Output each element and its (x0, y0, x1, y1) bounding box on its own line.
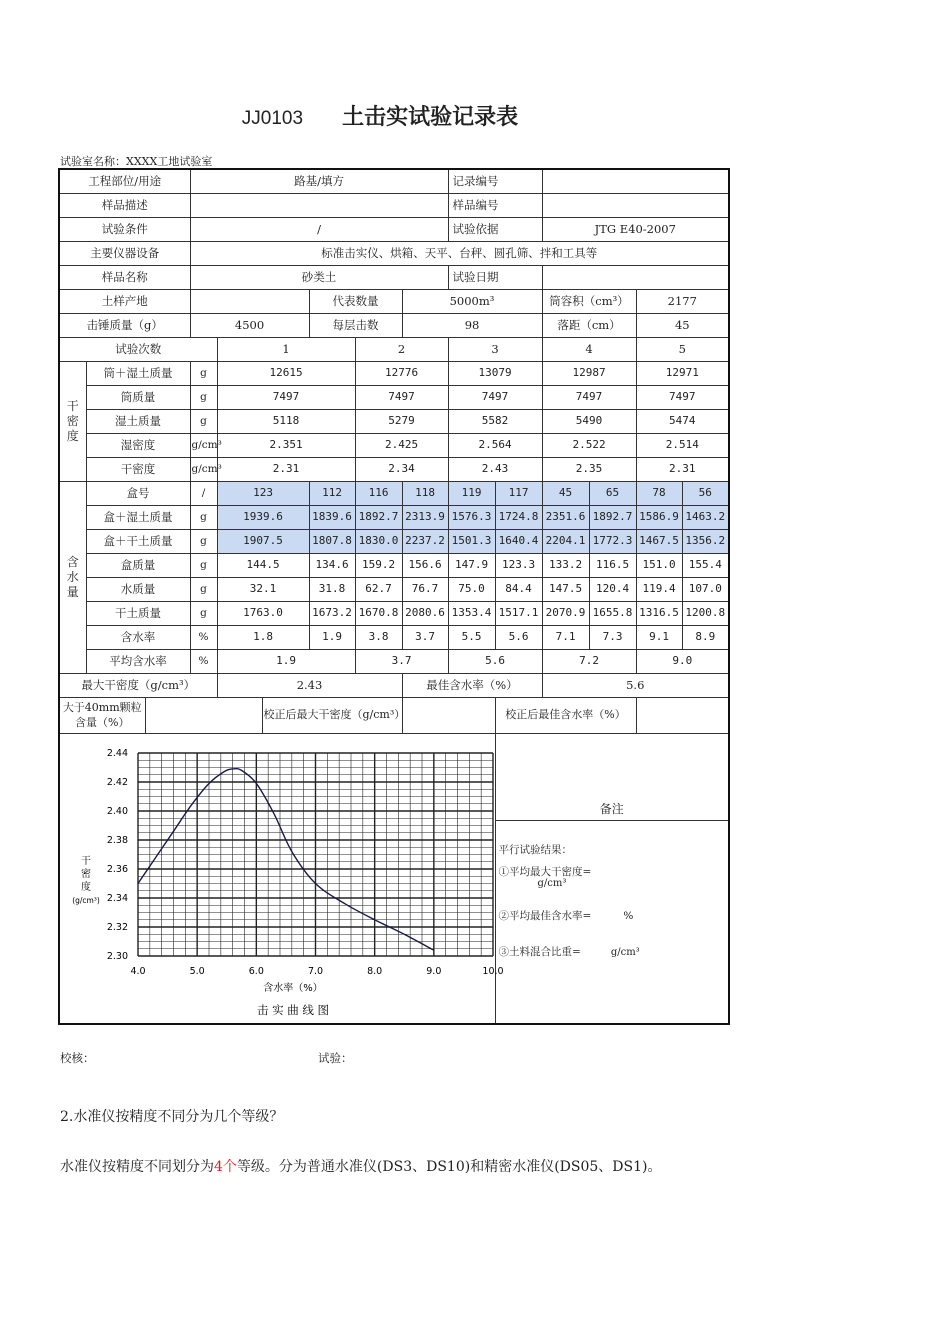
answer-before: 水准仪按精度不同划分为 (60, 1159, 214, 1175)
row-value: 151.0 (636, 554, 682, 578)
test-date-value (542, 266, 729, 290)
origin-label: 土样产地 (59, 290, 190, 314)
row-value: 119 (448, 482, 495, 506)
y-tick-label: 2.44 (106, 748, 128, 759)
row-value: 116 (355, 482, 402, 506)
row-label: 湿土质量 (86, 410, 190, 434)
max-dd-value: 2.43 (217, 674, 402, 698)
row-value: 1763.0 (217, 602, 309, 626)
row-label: 水质量 (86, 578, 190, 602)
row-value: 1655.8 (589, 602, 636, 626)
remarks-mix (496, 947, 729, 959)
row-value: 2.351 (217, 434, 355, 458)
compaction-chart (60, 734, 512, 1020)
lab-name: 试验室名称：XXXX工地试验室 (60, 155, 213, 168)
row-value: 1939.6 (217, 506, 309, 530)
row-unit: g (190, 578, 217, 602)
x-tick-label: 4.0 (130, 966, 146, 977)
row-value: 3.8 (355, 626, 402, 650)
moisture-row (59, 482, 729, 506)
row-value: 2.564 (448, 434, 542, 458)
row-value: 1907.5 (217, 530, 309, 554)
row-value: 116.5 (589, 554, 636, 578)
row-value: 3.7 (355, 650, 448, 674)
question: 2.水准仪按精度不同分为几个等级？ (60, 1109, 284, 1125)
row-value: 1467.5 (636, 530, 682, 554)
equipment-value: 标准击实仪、烘箱、天平、台秤、圆孔筛、拌和工具等 (190, 242, 729, 266)
row-value: 12615 (217, 362, 355, 386)
row-value: 7497 (217, 386, 355, 410)
cyl-vol-label: 筒容积（cm³） (542, 290, 636, 314)
row-value: 2204.1 (542, 530, 589, 554)
row-value: 1.8 (217, 626, 309, 650)
row-value: 156.6 (402, 554, 448, 578)
row-value: 147.5 (542, 578, 589, 602)
row-value: 7.1 (542, 626, 589, 650)
row-value: 1576.3 (448, 506, 495, 530)
basis-value: JTG E40-2007 (542, 218, 729, 242)
chart-title: 击 实 曲 线 图 (256, 1003, 330, 1017)
rep-qty-label: 代表数量 (309, 290, 402, 314)
row-value: 2.31 (636, 458, 729, 482)
y-tick-label: 2.34 (106, 893, 128, 904)
row-unit: g (190, 554, 217, 578)
hammer-label: 击锤质量（g） (59, 314, 190, 338)
moisture-avg-row (59, 650, 729, 674)
test-date-label: 试验日期 (448, 266, 542, 290)
row-value: 134.6 (309, 554, 355, 578)
row-label: 盒＋干土质量 (86, 530, 190, 554)
remarks-mix-text: ③土料混合比重= (498, 945, 581, 958)
x-axis-label: 含水率（%） (263, 983, 323, 994)
remarks-avg-w-text: ②平均最佳含水率= (498, 910, 592, 923)
y-tick-label: 2.40 (106, 806, 128, 817)
trial-number: 5 (636, 338, 729, 362)
footer-check: 校核： (60, 1051, 95, 1065)
row-value: 1673.2 (309, 602, 355, 626)
trial-number: 3 (448, 338, 542, 362)
row-value: 7497 (542, 386, 636, 410)
row-value: 120.4 (589, 578, 636, 602)
y-tick-label: 2.42 (106, 777, 128, 788)
chart-grid (138, 753, 493, 956)
row-value: 5474 (636, 410, 729, 434)
row-value: 2070.9 (542, 602, 589, 626)
row-value: 144.5 (217, 554, 309, 578)
row-value: 118 (402, 482, 448, 506)
moisture-row (59, 578, 729, 602)
over40-label: 大于40mm颗粒含量（%） (59, 698, 145, 734)
opt-w-value: 5.6 (542, 674, 729, 698)
x-tick-label: 10.0 (482, 966, 504, 977)
sample-no-value (542, 194, 729, 218)
chart-row (59, 734, 729, 1024)
compaction-chart-cell (59, 734, 504, 1024)
moisture-row (59, 602, 729, 626)
x-tick-label: 5.0 (189, 966, 205, 977)
row-unit: g (190, 602, 217, 626)
corr-dd-label: 校正后最大干密度（g/cm³） (262, 698, 402, 734)
row-value: 12987 (542, 362, 636, 386)
compaction-record-table (58, 168, 730, 1025)
row-value: 2351.6 (542, 506, 589, 530)
row-value: 119.4 (636, 578, 682, 602)
row-value: 3.7 (402, 626, 448, 650)
dry-density-row (59, 410, 729, 434)
moisture-row (59, 554, 729, 578)
row-value: 1892.7 (589, 506, 636, 530)
row-value: 78 (636, 482, 682, 506)
equipment-label: 主要仪器设备 (59, 242, 190, 266)
row-value: 5118 (217, 410, 355, 434)
row-value: 1670.8 (355, 602, 402, 626)
row-unit: / (190, 482, 217, 506)
y-tick-label: 2.30 (106, 951, 128, 962)
row-value: 2.514 (636, 434, 729, 458)
dry-density-row (59, 458, 729, 482)
sample-name-value: 砂类土 (190, 266, 448, 290)
answer-after: 等级。分为普通水准仪(DS3、DS10)和精密水准仪(DS05、DS1)。 (236, 1159, 662, 1175)
result-row (59, 674, 729, 698)
remarks-avg-w (496, 911, 729, 923)
over40-value (145, 698, 262, 734)
row-value: 5.5 (448, 626, 495, 650)
trial-header-row (59, 338, 729, 362)
row-value: 133.2 (542, 554, 589, 578)
row-value: 2.31 (217, 458, 355, 482)
row-unit: % (190, 626, 217, 650)
drop-label: 落距（cm） (542, 314, 636, 338)
row-value: 1839.6 (309, 506, 355, 530)
y-axis-label: 干密度(g/cm³) (72, 856, 100, 905)
remarks-avg-dd: ①平均最大干密度= (498, 865, 592, 878)
x-tick-label: 7.0 (307, 966, 324, 977)
row-value: 2.34 (355, 458, 448, 482)
row-value: 1724.8 (495, 506, 542, 530)
row-value: 2080.6 (402, 602, 448, 626)
row-value: 5582 (448, 410, 542, 434)
dry-density-group-label: 干密度 (59, 362, 86, 482)
row-value: 123 (217, 482, 309, 506)
answer (60, 1156, 661, 1176)
row-value: 5490 (542, 410, 636, 434)
sample-no-label: 样品编号 (448, 194, 542, 218)
info-row (59, 314, 729, 338)
row-value: 1501.3 (448, 530, 495, 554)
row-value: 112 (309, 482, 355, 506)
row-value: 159.2 (355, 554, 402, 578)
remarks-mix-unit: g/cm³ (610, 946, 640, 958)
row-label: 干土质量 (86, 602, 190, 626)
row-value: 7497 (636, 386, 729, 410)
row-label: 盒质量 (86, 554, 190, 578)
row-label: 含水率 (86, 626, 190, 650)
row-label: 平均含水率 (86, 650, 190, 674)
row-value: 13079 (448, 362, 542, 386)
row-unit: % (190, 650, 217, 674)
row-value: 1772.3 (589, 530, 636, 554)
row-value: 62.7 (355, 578, 402, 602)
remarks-avg-dd-unit: g/cm³ (537, 878, 567, 890)
trial-number: 4 (542, 338, 636, 362)
document-title (0, 100, 760, 131)
row-label: 干密度 (86, 458, 190, 482)
row-value: 117 (495, 482, 542, 506)
record-no-value (542, 169, 729, 194)
row-value: 9.1 (636, 626, 682, 650)
remarks-title: 备注 (496, 798, 729, 821)
info-row (59, 169, 729, 194)
row-label: 盒＋湿土质量 (86, 506, 190, 530)
y-tick-label: 2.36 (106, 864, 128, 875)
trial-number: 2 (355, 338, 448, 362)
trial-label: 试验次数 (59, 338, 217, 362)
basis-label: 试验依据 (448, 218, 542, 242)
compaction-curve (138, 769, 434, 951)
origin-value (190, 290, 309, 314)
row-value: 75.0 (448, 578, 495, 602)
cyl-vol-value: 2177 (636, 290, 729, 314)
row-value: 32.1 (217, 578, 309, 602)
row-value: 31.8 (309, 578, 355, 602)
y-tick-label: 2.32 (106, 922, 128, 933)
dry-density-row (59, 386, 729, 410)
row-value: 56 (682, 482, 729, 506)
x-tick-label: 9.0 (426, 966, 442, 977)
row-value: 65 (589, 482, 636, 506)
row-unit: g (190, 506, 217, 530)
answer-highlight: 4个 (214, 1159, 237, 1175)
row-value: 123.3 (495, 554, 542, 578)
corr-w-value (636, 698, 729, 734)
row-value: 5.6 (495, 626, 542, 650)
row-value: 1353.4 (448, 602, 495, 626)
row-value: 2.522 (542, 434, 636, 458)
row-unit: g (190, 386, 217, 410)
row-value: 2313.9 (402, 506, 448, 530)
test-cond-label: 试验条件 (59, 218, 190, 242)
y-tick-label: 2.38 (106, 835, 128, 846)
row-value: 1892.7 (355, 506, 402, 530)
form-code: JJ0103 (241, 108, 304, 129)
row-value: 84.4 (495, 578, 542, 602)
info-row (59, 266, 729, 290)
row-value: 7497 (355, 386, 448, 410)
moisture-row (59, 530, 729, 554)
row-value: 8.9 (682, 626, 729, 650)
row-label: 筒＋湿土质量 (86, 362, 190, 386)
row-unit: g/cm³ (190, 434, 217, 458)
row-label: 盒号 (86, 482, 190, 506)
row-value: 1.9 (309, 626, 355, 650)
row-value: 147.9 (448, 554, 495, 578)
row-value: 2237.2 (402, 530, 448, 554)
moisture-row (59, 626, 729, 650)
row-value: 1807.8 (309, 530, 355, 554)
row-value: 76.7 (402, 578, 448, 602)
corr-dd-value (402, 698, 495, 734)
row-value: 9.0 (636, 650, 729, 674)
blows-value: 98 (402, 314, 542, 338)
info-row (59, 290, 729, 314)
row-unit: g (190, 530, 217, 554)
row-value: 12776 (355, 362, 448, 386)
max-dd-label: 最大干密度（g/cm³） (59, 674, 217, 698)
row-value: 2.425 (355, 434, 448, 458)
row-value: 5.6 (448, 650, 542, 674)
row-value: 1200.8 (682, 602, 729, 626)
record-no-label: 记录编号 (448, 169, 542, 194)
row-value: 7.2 (542, 650, 636, 674)
moisture-section (59, 482, 729, 674)
row-unit: g (190, 362, 217, 386)
corr-w-label: 校正后最佳含水率（%） (495, 698, 636, 734)
x-tick-label: 6.0 (248, 966, 264, 977)
footer-test: 试验： (318, 1051, 353, 1065)
moisture-group-label: 含水量 (59, 482, 86, 674)
row-value: 5279 (355, 410, 448, 434)
remarks-parallel: 平行试验结果： (498, 844, 573, 857)
opt-w-label: 最佳含水率（%） (402, 674, 542, 698)
rep-qty-value: 5000m³ (402, 290, 542, 314)
sample-desc-label: 样品描述 (59, 194, 190, 218)
info-row (59, 242, 729, 266)
dry-density-row (59, 362, 729, 386)
test-cond-value: / (190, 218, 448, 242)
row-value: 107.0 (682, 578, 729, 602)
result-row (59, 698, 729, 734)
row-label: 湿密度 (86, 434, 190, 458)
row-value: 1830.0 (355, 530, 402, 554)
row-value: 155.4 (682, 554, 729, 578)
x-tick-label: 8.0 (367, 966, 383, 977)
row-value: 2.35 (542, 458, 636, 482)
sample-name-label: 样品名称 (59, 266, 190, 290)
row-unit: g/cm³ (190, 458, 217, 482)
row-value: 7.3 (589, 626, 636, 650)
dry-density-row (59, 434, 729, 458)
trial-number: 1 (217, 338, 355, 362)
row-label: 筒质量 (86, 386, 190, 410)
form-name: 土击实试验记录表 (342, 105, 519, 130)
row-value: 1586.9 (636, 506, 682, 530)
hammer-value: 4500 (190, 314, 309, 338)
row-value: 1356.2 (682, 530, 729, 554)
row-value: 1316.5 (636, 602, 682, 626)
row-value: 45 (542, 482, 589, 506)
row-value: 1.9 (217, 650, 355, 674)
row-value: 1640.4 (495, 530, 542, 554)
info-row (59, 194, 729, 218)
remarks-avg-w-unit: % (623, 910, 634, 923)
drop-value: 45 (636, 314, 729, 338)
row-value: 2.43 (448, 458, 542, 482)
dry-density-section (59, 362, 729, 482)
remarks-cell (495, 734, 729, 1024)
project-value: 路基/填方 (190, 169, 448, 194)
row-value: 1463.2 (682, 506, 729, 530)
row-value: 1517.1 (495, 602, 542, 626)
project-label: 工程部位/用途 (59, 169, 190, 194)
row-unit: g (190, 410, 217, 434)
row-value: 12971 (636, 362, 729, 386)
moisture-row (59, 506, 729, 530)
blows-label: 每层击数 (309, 314, 402, 338)
row-value: 7497 (448, 386, 542, 410)
info-row (59, 218, 729, 242)
sample-desc-value (190, 194, 448, 218)
